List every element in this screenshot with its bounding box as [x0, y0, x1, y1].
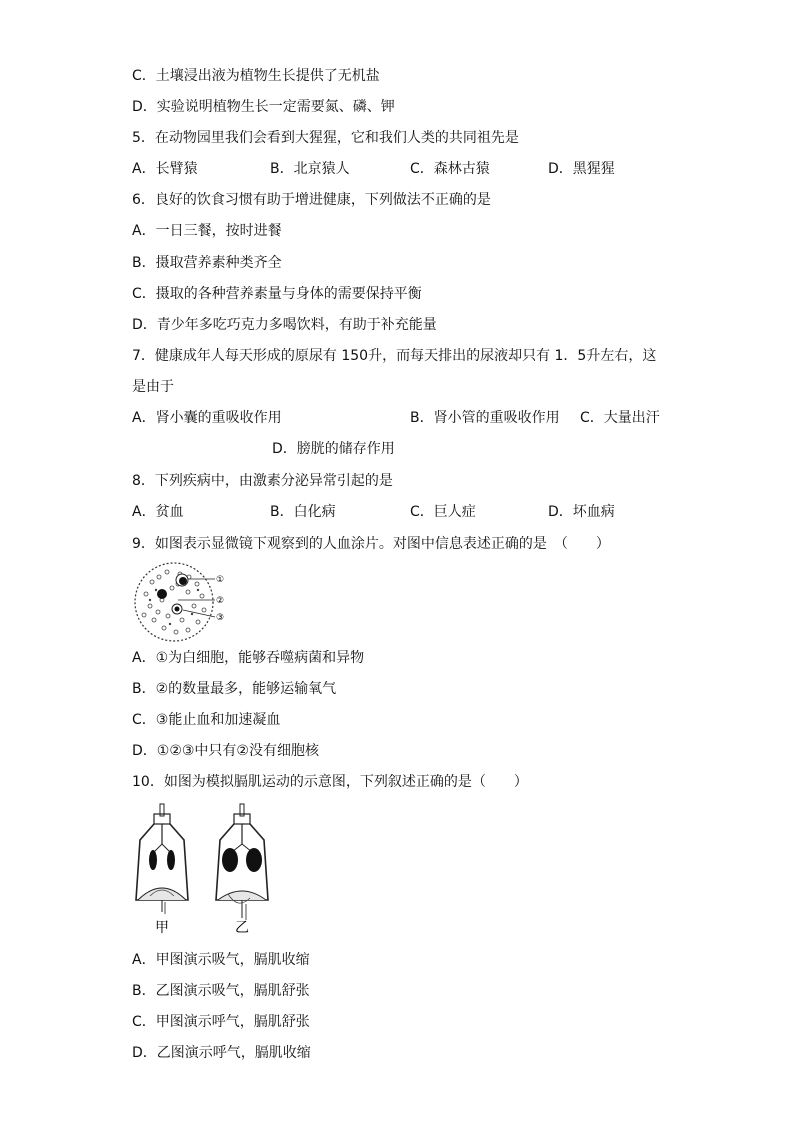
q10-option-b: B．乙图演示吸气，膈肌舒张	[132, 983, 310, 999]
q7-stem-line1: 7．健康成年人每天形成的原尿有 150升，而每天排出的尿液却只有 1．5升左右，这	[132, 348, 657, 364]
q8-stem: 8．下列疾病中，由激素分泌异常引起的是	[132, 473, 393, 489]
q6-option-b: B．摄取营养素种类齐全	[132, 255, 282, 271]
q5-option-c: C．森林古猿	[410, 161, 490, 177]
q9-option-b: B．②的数量最多，能够运输氧气	[132, 681, 337, 697]
q5-option-d: D．黑猩猩	[548, 161, 615, 177]
q5-stem: 5．在动物园里我们会看到大猩猩，它和我们人类的共同祖先是	[132, 130, 519, 146]
label-2: ②	[216, 596, 225, 606]
label-1: ①	[216, 575, 225, 585]
q8-option-c: C．巨人症	[410, 504, 476, 520]
q5-option-b: B．北京猿人	[270, 161, 350, 177]
q7-option-d: D．膀胱的储存作用	[272, 441, 395, 457]
q7-option-b: B．肾小管的重吸收作用	[410, 410, 560, 426]
q8-option-d: D．坏血病	[548, 504, 615, 520]
q8-option-b: B．白化病	[270, 504, 336, 520]
q10-option-a: A．甲图演示吸气，膈肌收缩	[132, 952, 310, 968]
q10-stem: 10．如图为模拟膈肌运动的示意图，下列叙述正确的是（ ）	[132, 774, 528, 790]
label-3: ③	[216, 613, 225, 623]
q9-option-a: A．①为白细胞，能够吞噬病菌和异物	[132, 650, 365, 666]
q6-stem: 6．良好的饮食习惯有助于增进健康，下列做法不正确的是	[132, 192, 491, 208]
q5-option-a: A．长臂猿	[132, 161, 198, 177]
q10-option-d: D．乙图演示呼气，膈肌收缩	[132, 1045, 311, 1061]
q9-option-d: D．①②③中只有②没有细胞核	[132, 743, 319, 759]
jar-right	[216, 804, 268, 920]
label-jia: 甲	[155, 920, 169, 936]
q6-option-a: A．一日三餐，按时进餐	[132, 223, 282, 239]
q7-stem-line2: 是由于	[132, 379, 174, 395]
q6-option-c: C．摄取的各种营养素量与身体的需要保持平衡	[132, 286, 422, 302]
label-yi: 乙	[235, 920, 249, 936]
q9-option-c: C．③能止血和加速凝血	[132, 712, 281, 728]
q8-option-a: A．贫血	[132, 504, 184, 520]
q6-option-d: D．青少年多吃巧克力多喝饮料，有助于补充能量	[132, 317, 437, 333]
q4-option-c: C．土壤浸出液为植物生长提供了无机盐	[132, 68, 380, 84]
q7-option-a: A．肾小囊的重吸收作用	[132, 410, 282, 426]
blood-smear-figure	[132, 560, 242, 644]
diaphragm-model-figure	[132, 800, 292, 940]
q10-option-c: C．甲图演示呼气，膈肌舒张	[132, 1014, 310, 1030]
q4-option-d: D．实验说明植物生长一定需要氮、磷、钾	[132, 99, 395, 115]
q9-stem: 9．如图表示显微镜下观察到的人血涂片。对图中信息表述正确的是 （ ）	[132, 536, 610, 552]
q7-option-c: C．大量出汗	[580, 410, 660, 426]
jar-left	[136, 804, 188, 914]
